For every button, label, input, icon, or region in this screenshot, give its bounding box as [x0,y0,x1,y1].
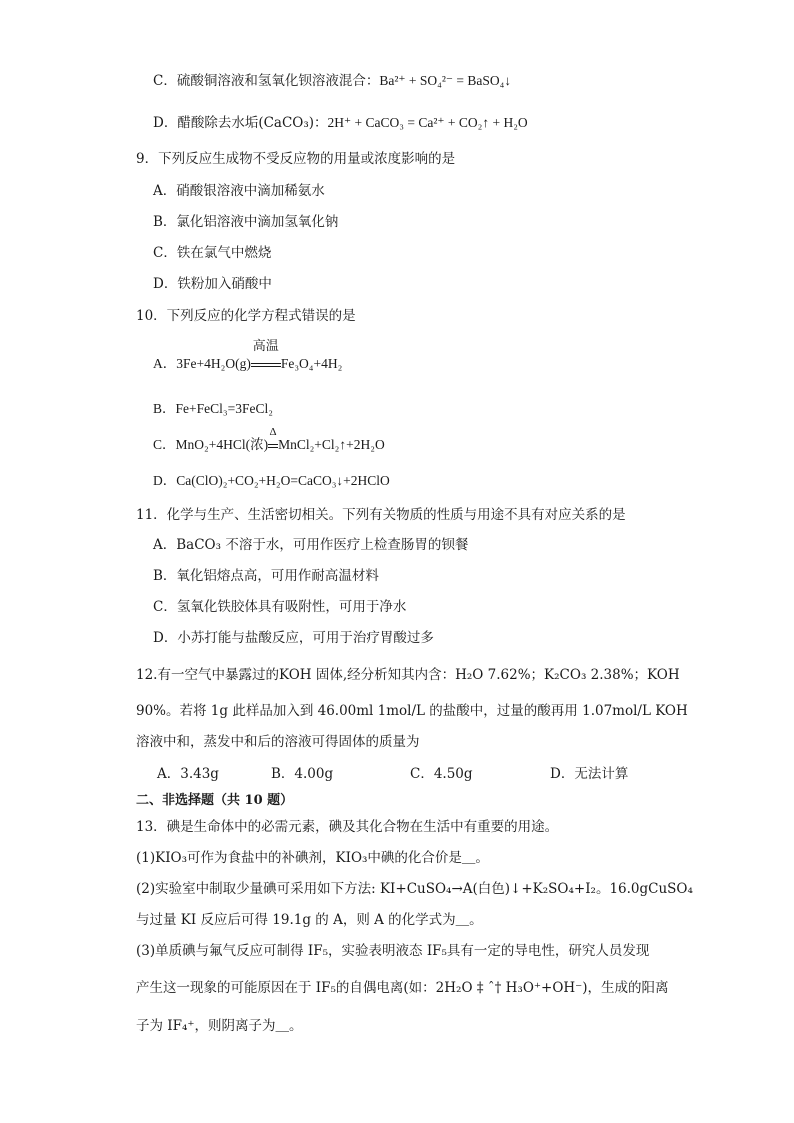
q12-line-2: 90%。若将 1g 此样品加入到 46.00ml 1mol/L 的盐酸中，过量的酸再用 1.07mol/L KOH [136,703,688,719]
q12-line-1: 12.有一空气中暴露过的KOH 固体,经分析知其内含：H₂O 7.62%；K₂CO₃ 2.38%；KOH [136,667,680,683]
q8-option-c-equation: Ba²⁺ + SO₄²⁻ = BaSO₄↓ [379,73,512,88]
q10-option-a-left: 3Fe+4H₂O(g) [176,356,251,371]
q13-stem: 13．碘是生命体中的必需元素，碘及其化合物在生活中有重要的用途。 [136,819,559,835]
q12-option-c: C．4.50g [410,766,473,782]
q9-option-a: A．硝酸银溶液中滴加稀氨水 [153,183,325,199]
q9-option-b: B．氯化铝溶液中滴加氢氧化钠 [153,214,339,230]
q10-option-c-left: MnO₂+4HCl(浓) [175,437,269,452]
q11-stem: 11．化学与生产、生活密切相关。下列有关物质的性质与用途不具有对应关系的是 [136,507,626,523]
q10-stem: 10．下列反应的化学方程式错误的是 [136,308,356,324]
q10-option-a-label: A． [153,356,177,371]
q8-option-c-text: C．硫酸铜溶液和氢氧化钡溶液混合： [153,73,380,89]
q11-option-c: C．氢氧化铁胶体具有吸附性，可用于净水 [153,599,407,615]
q10-option-a-condition-arrow [251,338,281,373]
section-heading: 二、非选择题（共 10 题） [136,793,294,808]
q12-option-a: A．3.43g [157,766,219,782]
q9-stem: 9．下列反应生成物不受反应物的用量或浓度影响的是 [136,151,456,167]
q10-option-a [153,338,343,373]
q13-part-1: (1)KIO₃可作为食盐中的补碘剂，KIO₃中碘的化合价是＿。 [136,850,489,866]
q12-option-b: B．4.00g [271,766,334,782]
q8-option-c [153,72,511,90]
q8-option-d-equation: 2H⁺ + CaCO₃ = Ca²⁺ + CO₂↑ + H₂O [327,115,528,130]
q10-option-c-condition-arrow [268,426,278,454]
q13-part-3-line-1: (3)单质碘与氟气反应可制得 IF₅，实验表明液态 IF₅具有一定的导电性，研究人员发现 [136,943,650,959]
q10-option-c-label: C． [153,437,176,452]
q10-option-a-condition: 高温 [252,338,279,353]
q12-option-d: D．无法计算 [550,766,629,782]
q8-option-d [153,114,528,132]
q11-option-a: A．BaCO₃ 不溶于水，可用作医疗上检查肠胃的钡餐 [153,537,469,553]
q11-option-b: B．氧化铝熔点高，可用作耐高温材料 [153,568,379,584]
q13-part-3-line-2: 产生这一现象的可能原因在于 IF₅的自偶电离(如：2H₂O ‡ ˆ† H₃O⁺+OH⁻)，生成的阳离 [136,980,669,996]
q10-option-d: D．Ca(ClO)₂+CO₂+H₂O=CaCO₃↓+2HClO [153,473,390,488]
q13-part-2-line-2: 与过量 KI 反应后可得 19.1g 的 A，则 A 的化学式为＿。 [136,912,483,928]
q9-option-d: D．铁粉加入硝酸中 [153,276,272,292]
q10-option-c [153,426,385,454]
q13-part-3-line-3: 子为 IF₄⁺，则阴离子为＿。 [136,1018,303,1034]
q10-option-c-right: MnCl₂+Cl₂↑+2H₂O [278,437,385,452]
q10-option-b: B．Fe+FeCl₃=3FeCl₂ [153,401,273,416]
q9-option-c: C．铁在氯气中燃烧 [153,245,272,261]
q11-option-d: D．小苏打能与盐酸反应，可用于治疗胃酸过多 [153,630,434,646]
q10-option-c-condition: Δ [269,426,277,438]
q13-part-2-line-1: (2)实验室中制取少量碘可采用如下方法: KI+CuSO₄→A(白色)↓+K₂SO₄+I₂。16.0gCuSO₄ [136,881,693,897]
q10-option-a-right: Fe₃O₄+4H₂ [280,356,343,371]
q8-option-d-text: D．醋酸除去水垢(CaCO₃)： [153,115,328,131]
q12-line-3: 溶液中和，蒸发中和后的溶液可得固体的质量为 [136,734,420,750]
